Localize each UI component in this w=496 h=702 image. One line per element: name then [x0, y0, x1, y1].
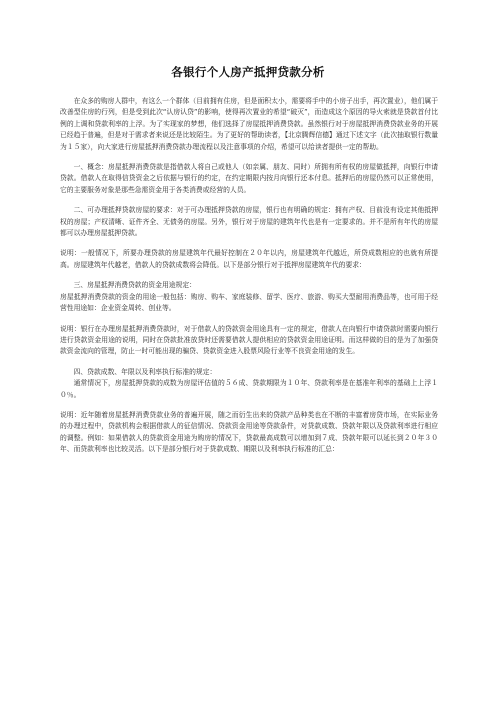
heading-loan-terms: 四、贷款成数、年限以及利率执行标准的规定：: [73, 367, 217, 376]
paragraph-note-fund-usage: 说明：银行在办理房屋抵押消费贷款时，对于借款人的贷款资金用途具有一定的规定，借款人在向银行申请贷款时需要向银行进行贷款资金用途的说明，同时在贷款批准放贷时还需要借款人提供相应的贷款资金用途证明。而这样做的目的是为了加强贷款资金流向的管理，防止一时可能出现的骗贷、贷款资金进入股票风险行业等不良资金用途的发生。: [60, 324, 438, 356]
document-body: [60, 96, 438, 465]
paragraph-note-loan-terms: 说明：近年随着房屋抵押消费贷款业务的普遍开展，随之而衍生出来的贷款产品种类也在不断的丰富着房贷市场，在实际业务的办理过程中，贷款机构会根据借款人的征信情况、贷款资金用途等贷款条件，对贷款成数、贷款年限以及贷款利率进行相应的调整。例如：如果借款人的贷款资金用途为购房的情况下，贷款最高成数可以增加到７成、贷款年限可以延长到２０年３０年、而贷款利率也比较灵活。以下是部分银行对于贷款成数、期限以及利率执行标准的汇总：: [60, 410, 438, 454]
paragraph-loan-terms: 通常情况下，房屋抵押贷款的成数为房屋评估值的５６成、贷款期限为１０年、贷款利率是在基准年利率的基础上上浮１０％。: [60, 379, 438, 399]
document-title: 各银行个人房产抵押贷款分析: [171, 65, 325, 79]
paragraph-intro: 在众多的购房人群中，有这么一个群体（目前拥有住房，但是面积太小，需要将手中的小房子出手，再次置业），他们属于改善型住房的行列，但是受到此次“认房认贷”的影响，使得再次置业的希望“破灭”，而造成这个原因的导火索就是贷款首付比例的上调和贷款利率的上浮。为了实现家的梦想，他们选择了房屋抵押消费贷款。虽然银行对于房屋抵押消费贷款业务的开展已经趋于普遍，但是对于需求者来说还是比较陌生。为了更好的帮助读者，【北京腾辉信德】通过下述文字（此次抽取银行数量为１５家），向大家进行房屋抵押消费贷款办理流程以及注意事项的介绍，希望可以给读者提供一定的帮助。: [60, 97, 438, 151]
paragraph-fund-usage: 房屋抵押消费贷款的资金的用途一般包括：购房、购车、家庭装修、留学、医疗、旅游、购买大型耐用消费品等，也可用于经营性用途如：企业资金周转、创业等。: [60, 292, 438, 313]
heading-fund-usage: 三、房屋抵押消费贷款的资金用途规定：: [73, 281, 196, 290]
paragraph-concept: 一、概念：房屋抵押消费贷款是指借款人将自己或他人（如亲属、朋友、同时）所拥有所有权的房屋做抵押，向银行申请贷款。借款人在取得信贷资金之后依据与银行的约定，在约定期限内按月向银行还本付息。抵押后的房屋仍然可以正常使用，它的主要服务对象是那些急需资金用于各类消费或经营的人员。: [60, 163, 438, 194]
paragraph-note-building-age: 说明：一般情况下，所要办理贷款的房屋建筑年代最好控制在２０年以内，房屋建筑年代越近，所贷成数相应的也就有所提高。房屋建筑年代越老，借款人的贷款成数将会降低。以下是部分银行对于抵押房屋建筑年代的要求：: [60, 249, 438, 269]
paragraph-property-requirements: 二、可办理抵押贷款房屋的要求：对于可办理抵押贷款的房屋，银行也有明确的规定：拥有产权、目前没有设定其他抵押权的房屋；产权清晰、证件齐全、无债务的房屋。另外，银行对于房屋的建筑年代也是有一定要求的。并不是所有年代的房屋都可以办理房屋抵押贷款。: [60, 206, 438, 238]
